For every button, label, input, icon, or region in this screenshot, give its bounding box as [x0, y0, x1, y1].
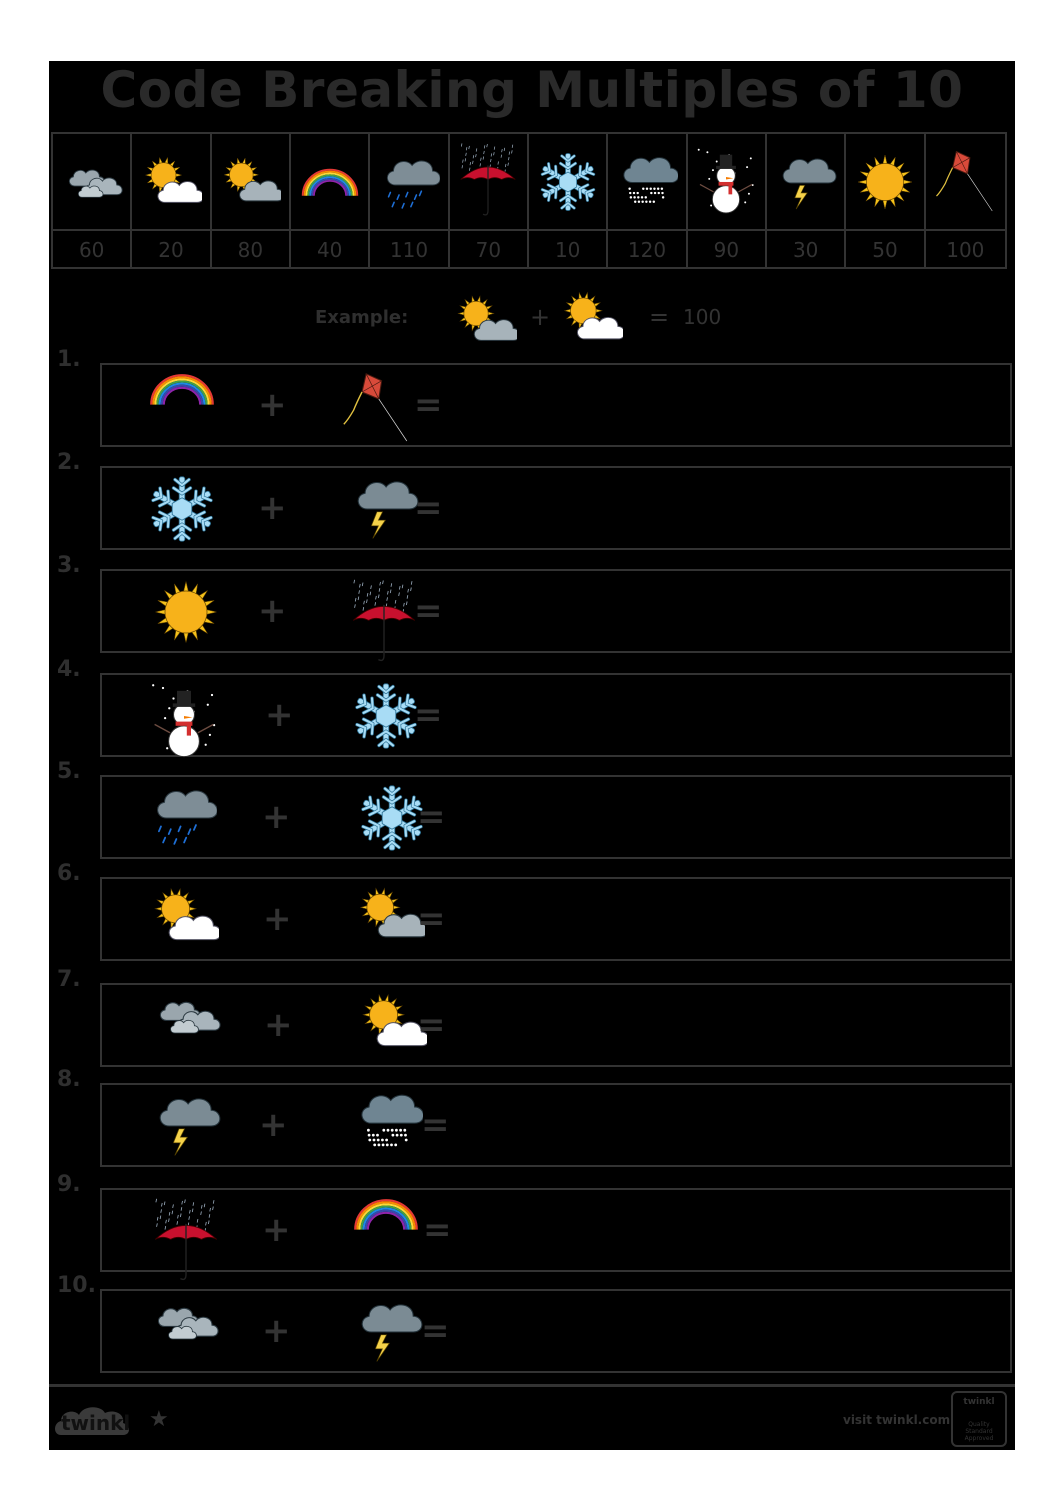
question-rain-cloud-icon	[147, 783, 217, 850]
equals-sign: =	[414, 695, 443, 735]
question-row	[100, 1289, 1012, 1373]
key-snowman-icon	[688, 134, 767, 231]
plus-sign: +	[258, 385, 287, 425]
page-title: Code Breaking Multiples of 10	[100, 61, 964, 119]
key-sun-icon	[846, 134, 925, 231]
key-snow-cloud-icon	[608, 134, 687, 231]
question-number: 5.	[57, 759, 81, 784]
quality-badge	[951, 1391, 1007, 1447]
question-row	[100, 673, 1012, 757]
question-row	[100, 775, 1012, 859]
plus-sign: +	[258, 591, 287, 631]
equals-sign: =	[421, 1311, 450, 1351]
question-sun-cloud-icon	[149, 885, 219, 952]
key-kite-icon	[926, 134, 1005, 231]
key-value: 40	[291, 231, 370, 269]
question-sun-grey-cloud-icon	[355, 885, 425, 949]
question-number: 1.	[57, 347, 81, 372]
key-value: 80	[212, 231, 291, 269]
key-rain-cloud-icon	[370, 134, 449, 231]
question-number: 7.	[57, 967, 81, 992]
key-value: 60	[53, 231, 132, 269]
equals-sign: =	[414, 488, 443, 528]
question-snowflake-icon	[351, 681, 421, 755]
equals-sign: =	[421, 1105, 450, 1145]
question-thunder-cloud-icon	[151, 1091, 221, 1162]
question-number: 4.	[57, 657, 81, 682]
equals-sign: =	[414, 591, 443, 631]
question-number: 8.	[57, 1067, 81, 1092]
key-snowflake-icon	[529, 134, 608, 231]
example-label: Example:	[315, 307, 409, 328]
question-row	[100, 1188, 1012, 1272]
question-row	[100, 1083, 1012, 1167]
example-answer: 100	[683, 305, 722, 329]
plus-sign: +	[264, 1005, 293, 1045]
example-plus: +	[530, 303, 551, 331]
question-row	[100, 569, 1012, 653]
question-snowman-icon	[149, 681, 219, 766]
key-value: 100	[946, 238, 985, 262]
question-row	[100, 877, 1012, 961]
question-kite-icon	[341, 371, 411, 449]
example-sun-cloud-icon	[559, 289, 623, 351]
question-thunder-cloud-icon	[353, 1297, 423, 1368]
example-sun-grey-cloud-icon	[453, 293, 517, 351]
worksheet	[49, 61, 1015, 1450]
example-equals: =	[649, 303, 670, 331]
badge-title: twinkl	[963, 1397, 995, 1407]
question-snow-cloud-icon	[353, 1091, 423, 1158]
question-cloudy-icon	[151, 991, 221, 1044]
key-value: 90	[688, 231, 767, 269]
plus-sign: +	[262, 1311, 291, 1351]
plus-sign: +	[262, 797, 291, 837]
question-umbrella-icon	[151, 1196, 221, 1291]
plus-sign: +	[258, 488, 287, 528]
code-key-table	[51, 132, 1007, 269]
example-row	[49, 289, 1015, 349]
key-cloudy-icon	[53, 134, 132, 231]
question-row	[100, 983, 1012, 1067]
equals-sign: =	[417, 1005, 446, 1045]
equals-sign: =	[417, 797, 446, 837]
question-snowflake-icon	[147, 474, 217, 548]
question-thunder-cloud-icon	[349, 474, 419, 545]
equals-sign: =	[423, 1210, 452, 1250]
plus-sign: +	[263, 899, 292, 939]
key-value: 30	[767, 231, 846, 269]
question-number: 3.	[57, 553, 81, 578]
key-umbrella-icon	[450, 134, 529, 231]
key-value: 50	[846, 231, 925, 269]
key-value: 110	[370, 231, 449, 269]
plus-sign: +	[262, 1210, 291, 1250]
plus-sign: +	[259, 1105, 288, 1145]
star-icon: ★	[149, 1407, 169, 1432]
question-number: 9.	[57, 1172, 81, 1197]
badge-subtitle: Quality Standard Approved	[964, 1421, 994, 1442]
question-row	[100, 466, 1012, 550]
question-row	[100, 363, 1012, 447]
question-rainbow-icon	[351, 1196, 421, 1235]
logo-text: twinkl	[61, 1411, 131, 1435]
question-umbrella-icon	[349, 577, 419, 672]
equals-sign: =	[417, 899, 446, 939]
key-value: 120	[608, 231, 687, 269]
visit-link[interactable]: visit twinkl.com	[843, 1413, 951, 1427]
equals-sign: =	[414, 385, 443, 425]
key-value: 10	[529, 231, 608, 269]
question-number: 6.	[57, 861, 81, 886]
key-rainbow-icon	[291, 134, 370, 231]
question-cloudy-icon	[149, 1297, 219, 1350]
key-sun-cloud-icon	[132, 134, 211, 231]
footer-divider	[49, 1384, 1015, 1387]
key-value: 20	[132, 231, 211, 269]
question-rainbow-icon	[147, 371, 217, 410]
twinkl-logo	[51, 1401, 133, 1445]
question-number: 2.	[57, 450, 81, 475]
question-sun-icon	[151, 577, 221, 651]
question-number: 10.	[57, 1273, 96, 1298]
plus-sign: +	[265, 695, 294, 735]
key-value: 70	[450, 231, 529, 269]
key-thunder-cloud-icon	[767, 134, 846, 231]
key-sun-grey-cloud-icon	[212, 134, 291, 231]
